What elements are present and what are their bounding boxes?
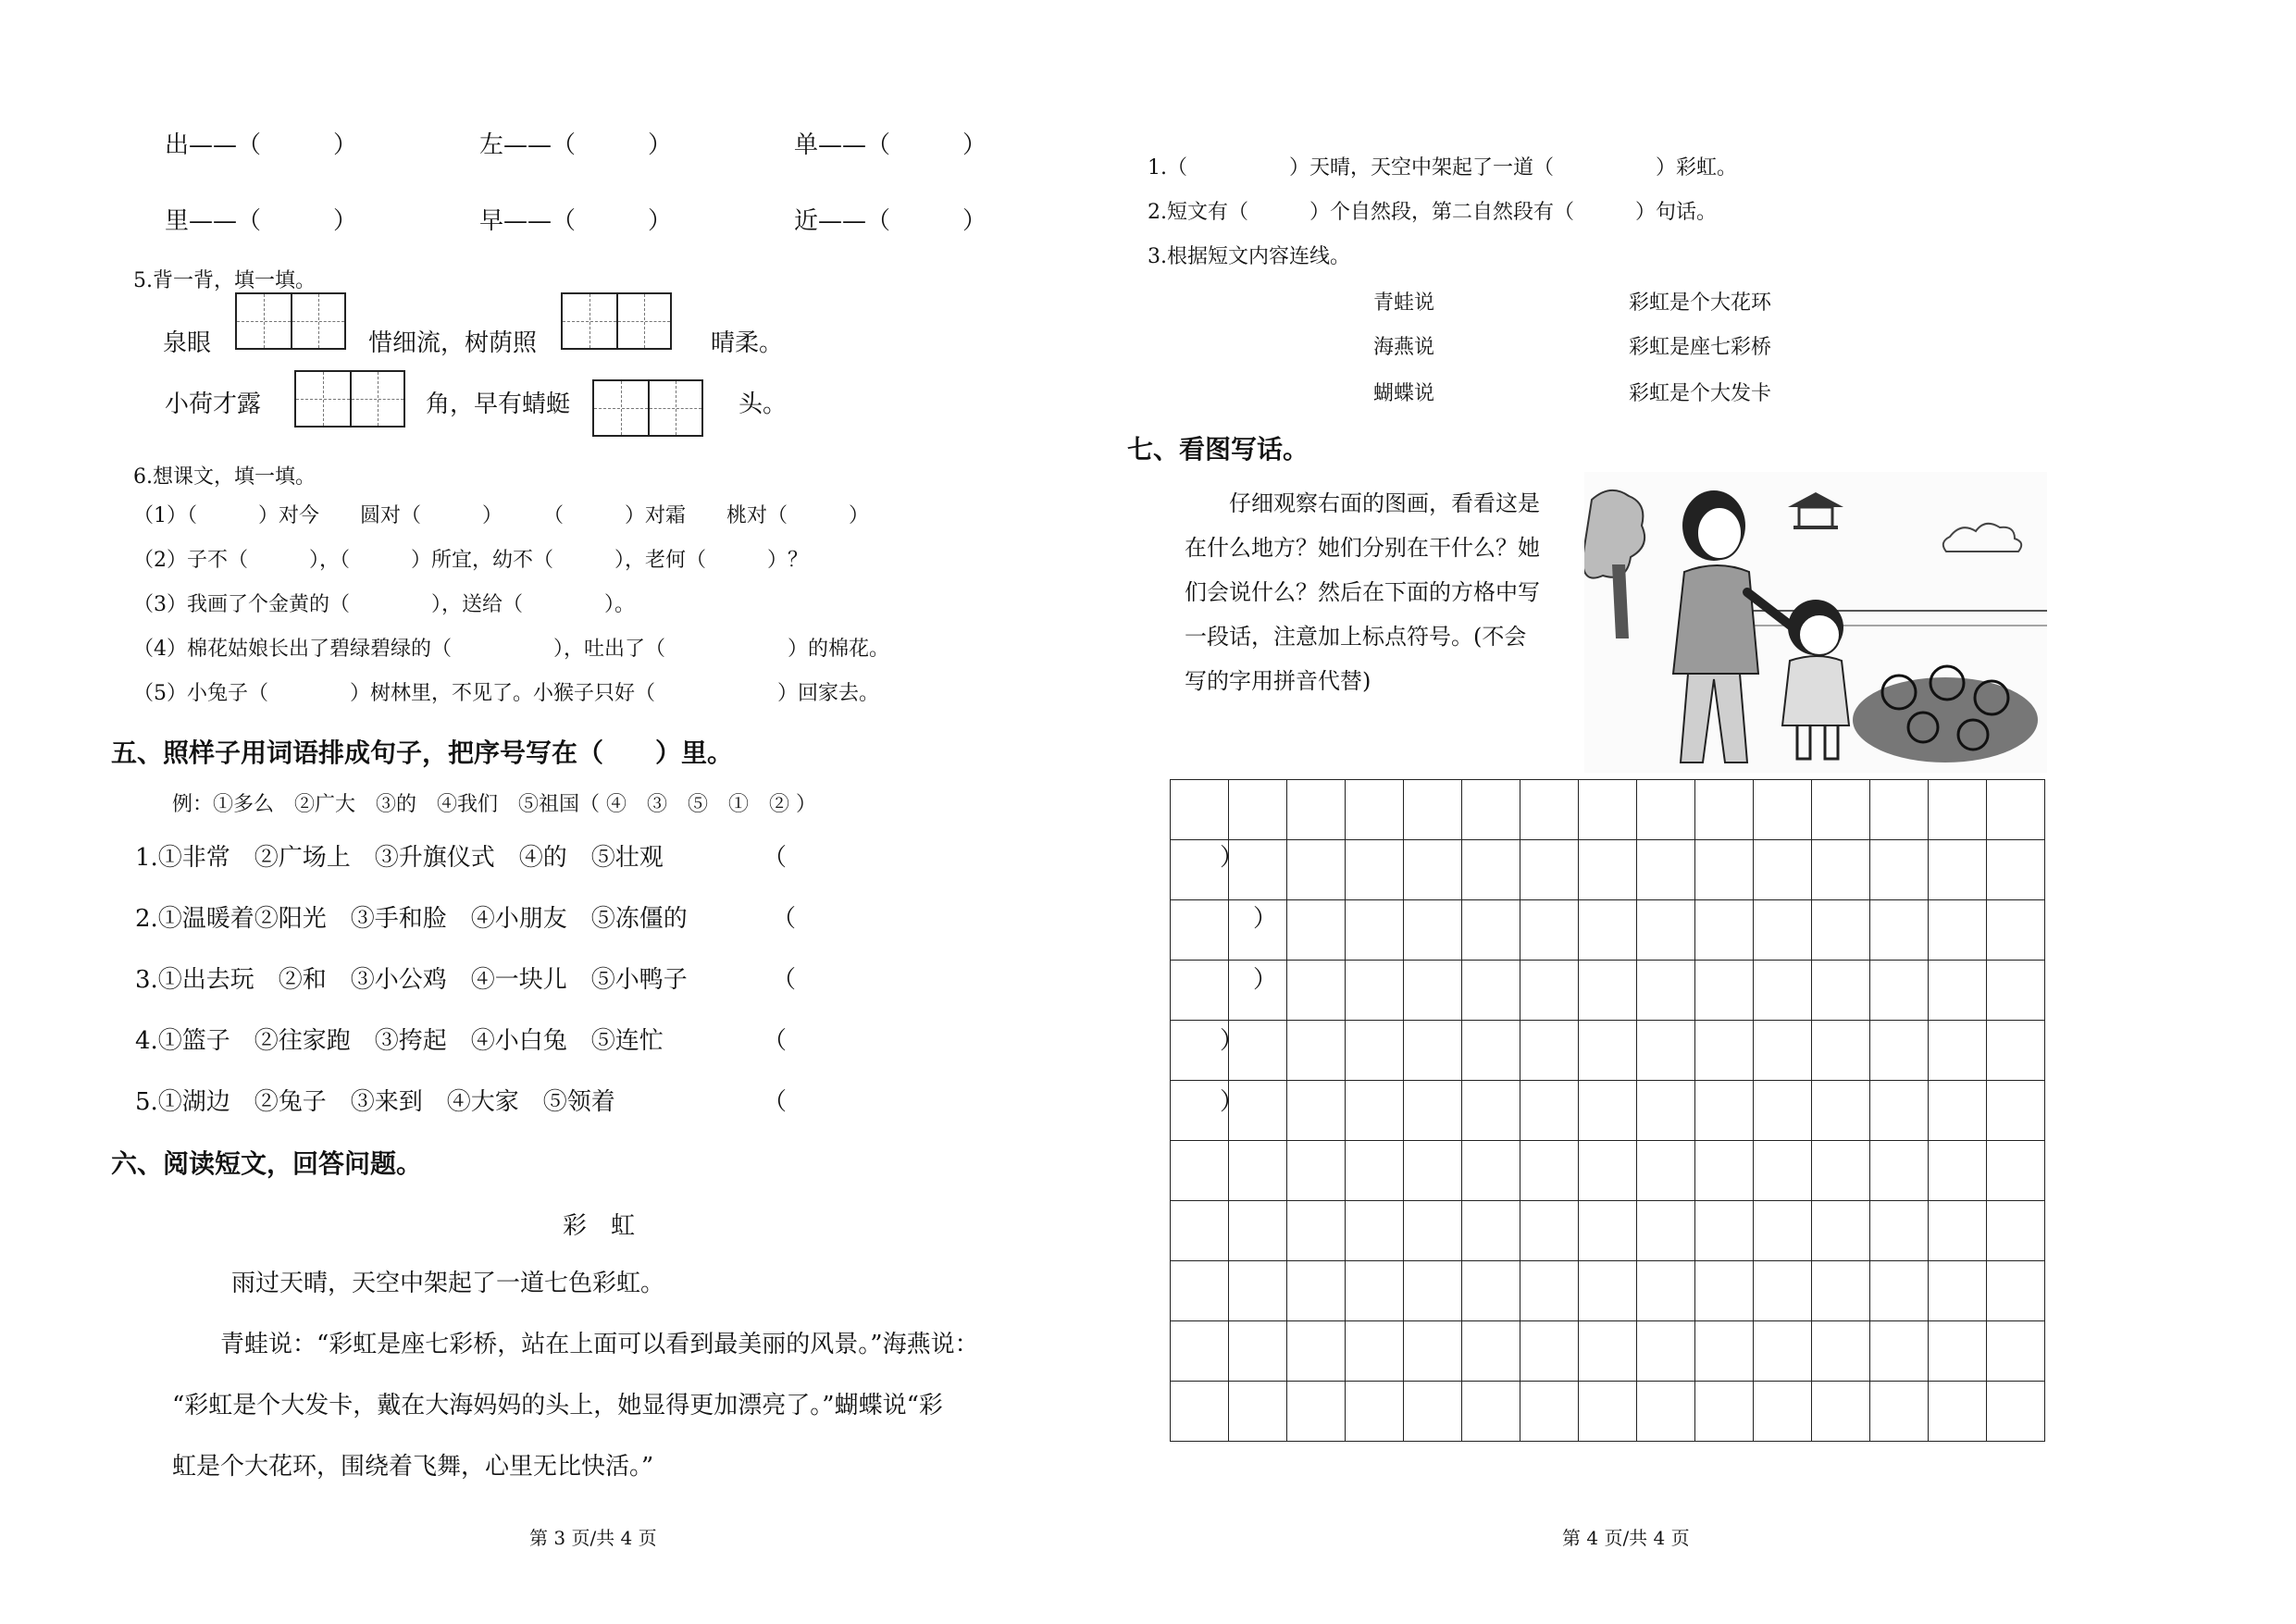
question-5-title: 5.背一背，填一填。 bbox=[133, 269, 316, 292]
grid-cell[interactable] bbox=[1929, 961, 1987, 1021]
grid-cell[interactable] bbox=[1171, 1382, 1229, 1442]
grid-cell[interactable] bbox=[1754, 1081, 1812, 1141]
grid-cell[interactable] bbox=[1929, 1081, 1987, 1141]
grid-cell[interactable] bbox=[1287, 840, 1346, 900]
grid-cell[interactable] bbox=[1812, 1141, 1870, 1201]
grid-cell[interactable] bbox=[1229, 1382, 1287, 1442]
story-paragraph: 虹是个大花环，围绕着飞舞，心里无比快活。” bbox=[172, 1453, 654, 1481]
grid-cell[interactable] bbox=[1171, 1021, 1229, 1081]
grid-cell[interactable] bbox=[1987, 1201, 2045, 1261]
antonym-item: 出——（ ） bbox=[165, 131, 358, 159]
grid-cell[interactable] bbox=[1987, 1081, 2045, 1141]
grid-cell[interactable] bbox=[1812, 1261, 1870, 1321]
grid-cell[interactable] bbox=[1171, 1141, 1229, 1201]
tianzige-cell[interactable] bbox=[563, 294, 616, 348]
grid-cell[interactable] bbox=[1987, 900, 2045, 961]
fill-line: （4）棉花姑娘长出了碧绿碧绿的（ ），吐出了（ ）的棉花。 bbox=[133, 638, 889, 661]
grid-cell[interactable] bbox=[1520, 840, 1579, 900]
grid-cell[interactable] bbox=[1346, 840, 1404, 900]
grid-cell[interactable] bbox=[1520, 1021, 1579, 1081]
mother-daughter-illustration bbox=[1584, 472, 2047, 773]
grid-cell[interactable] bbox=[1695, 1081, 1754, 1141]
grid-cell[interactable] bbox=[1812, 1321, 1870, 1382]
grid-cell[interactable] bbox=[1695, 780, 1754, 840]
grid-cell[interactable] bbox=[1870, 900, 1929, 961]
antonym-item: 早——（ ） bbox=[479, 207, 673, 235]
grid-cell[interactable] bbox=[1754, 840, 1812, 900]
match-right-item[interactable]: 彩虹是座七彩桥 bbox=[1629, 336, 1772, 359]
grid-row bbox=[1171, 900, 2045, 961]
grid-row bbox=[1171, 780, 2045, 840]
grid-cell[interactable] bbox=[1404, 1261, 1462, 1321]
grid-cell[interactable] bbox=[1870, 1321, 1929, 1382]
grid-cell[interactable] bbox=[1404, 840, 1462, 900]
section-7-heading: 七、看图写话。 bbox=[1127, 434, 1309, 465]
match-left-item[interactable]: 蝴蝶说 bbox=[1373, 382, 1435, 405]
grid-cell[interactable] bbox=[1229, 1201, 1287, 1261]
grid-cell[interactable] bbox=[1229, 1141, 1287, 1201]
section-5-example: 例：①多么 ②广大 ③的 ④我们 ⑤祖国（ ④ ③ ⑤ ① ② ） bbox=[172, 793, 816, 816]
grid-cell[interactable] bbox=[1754, 961, 1812, 1021]
poem-line1-c: 晴柔。 bbox=[711, 329, 784, 357]
question-line: 3.根据短文内容连线。 bbox=[1148, 245, 1350, 268]
tianzige-cell[interactable] bbox=[648, 381, 701, 435]
page-footer: 第 4 页/共 4 页 bbox=[1562, 1527, 1690, 1549]
grid-cell[interactable] bbox=[1462, 1021, 1520, 1081]
tianzige-box[interactable] bbox=[235, 292, 346, 350]
grid-cell[interactable] bbox=[1229, 1321, 1287, 1382]
grid-cell[interactable] bbox=[1754, 1021, 1812, 1081]
grid-cell[interactable] bbox=[1579, 840, 1637, 900]
grid-row bbox=[1171, 1261, 2045, 1321]
grid-cell[interactable] bbox=[1579, 1321, 1637, 1382]
grid-cell[interactable] bbox=[1579, 780, 1637, 840]
grid-cell[interactable] bbox=[1987, 1382, 2045, 1442]
grid-cell[interactable] bbox=[1287, 961, 1346, 1021]
grid-cell[interactable] bbox=[1462, 1081, 1520, 1141]
grid-cell[interactable] bbox=[1637, 840, 1695, 900]
antonym-item: 里——（ ） bbox=[165, 207, 358, 235]
grid-cell[interactable] bbox=[1171, 780, 1229, 840]
tianzige-cell[interactable] bbox=[237, 294, 291, 348]
grid-row bbox=[1171, 1382, 2045, 1442]
grid-cell[interactable] bbox=[1987, 1261, 2045, 1321]
grid-cell[interactable] bbox=[1229, 1081, 1287, 1141]
grid-row bbox=[1171, 840, 2045, 900]
grid-cell[interactable] bbox=[1287, 1382, 1346, 1442]
grid-cell[interactable] bbox=[1520, 1201, 1579, 1261]
grid-cell[interactable] bbox=[1462, 1201, 1520, 1261]
grid-cell[interactable] bbox=[1520, 1261, 1579, 1321]
grid-cell[interactable] bbox=[1929, 780, 1987, 840]
tianzige-cell[interactable] bbox=[350, 372, 403, 426]
fill-line: （1）（ ）对今 圆对（ ） （ ）对霜 桃对（ ） bbox=[133, 504, 869, 527]
grid-cell[interactable] bbox=[1754, 900, 1812, 961]
grid-cell[interactable] bbox=[1171, 1081, 1229, 1141]
tianzige-box[interactable] bbox=[561, 292, 672, 350]
question-6-title: 6.想课文，填一填。 bbox=[133, 465, 316, 489]
grid-cell[interactable] bbox=[1404, 1021, 1462, 1081]
writing-grid[interactable] bbox=[1170, 779, 2045, 1442]
grid-cell[interactable] bbox=[1404, 780, 1462, 840]
grid-cell[interactable] bbox=[1929, 1201, 1987, 1261]
match-right-item[interactable]: 彩虹是个大花环 bbox=[1629, 291, 1772, 315]
grid-cell[interactable] bbox=[1520, 1382, 1579, 1442]
fill-line: （5）小兔子（ ）树林里，不见了。小猴子只好（ ）回家去。 bbox=[133, 682, 879, 705]
reorder-item: 3.①出去玩 ②和 ③小公鸡 ④一块儿 ⑤小鸭子 bbox=[135, 966, 688, 994]
grid-cell[interactable] bbox=[1404, 1141, 1462, 1201]
answer-paren[interactable]: （ ） bbox=[772, 905, 1278, 933]
tianzige-box[interactable] bbox=[294, 370, 405, 428]
grid-cell[interactable] bbox=[1579, 1021, 1637, 1081]
grid-cell[interactable] bbox=[1812, 1382, 1870, 1442]
grid-cell[interactable] bbox=[1637, 1261, 1695, 1321]
grid-cell[interactable] bbox=[1637, 1201, 1695, 1261]
writing-prompt-line: 一段话，注意加上标点符号。(不会 bbox=[1185, 624, 1527, 650]
grid-cell[interactable] bbox=[1404, 1321, 1462, 1382]
grid-cell[interactable] bbox=[1346, 1321, 1404, 1382]
grid-cell[interactable] bbox=[1579, 961, 1637, 1021]
grid-cell[interactable] bbox=[1870, 1021, 1929, 1081]
grid-cell[interactable] bbox=[1637, 1141, 1695, 1201]
question-line: 1.（ ）天晴，天空中架起了一道（ ）彩虹。 bbox=[1148, 156, 1737, 180]
grid-cell[interactable] bbox=[1404, 1382, 1462, 1442]
tianzige-cell[interactable] bbox=[296, 372, 350, 426]
tianzige-cell[interactable] bbox=[594, 381, 648, 435]
grid-cell[interactable] bbox=[1287, 900, 1346, 961]
answer-paren[interactable]: （ ） bbox=[772, 966, 1278, 994]
grid-cell[interactable] bbox=[1929, 1321, 1987, 1382]
grid-cell[interactable] bbox=[1462, 961, 1520, 1021]
grid-cell[interactable] bbox=[1637, 1321, 1695, 1382]
grid-cell[interactable] bbox=[1229, 1261, 1287, 1321]
grid-cell[interactable] bbox=[1462, 780, 1520, 840]
grid-cell[interactable] bbox=[1987, 1321, 2045, 1382]
grid-cell[interactable] bbox=[1870, 840, 1929, 900]
match-left-item[interactable]: 海燕说 bbox=[1373, 336, 1435, 359]
poem-line2-c: 头。 bbox=[738, 391, 788, 418]
grid-cell[interactable] bbox=[1812, 780, 1870, 840]
writing-prompt-line: 写的字用拼音代替) bbox=[1185, 668, 1371, 694]
grid-cell[interactable] bbox=[1171, 1321, 1229, 1382]
writing-prompt-line: 在什么地方？她们分别在干什么？她 bbox=[1185, 535, 1540, 561]
answer-paren[interactable]: （ ） bbox=[763, 1088, 1245, 1116]
grid-cell[interactable] bbox=[1579, 1201, 1637, 1261]
grid-row bbox=[1171, 1021, 2045, 1081]
grid-cell[interactable] bbox=[1987, 840, 2045, 900]
grid-row bbox=[1171, 1321, 2045, 1382]
grid-cell[interactable] bbox=[1579, 1261, 1637, 1321]
grid-cell[interactable] bbox=[1870, 1201, 1929, 1261]
poem-line1-a: 泉眼 bbox=[163, 329, 212, 357]
grid-cell[interactable] bbox=[1229, 840, 1287, 900]
story-title: 彩 虹 bbox=[563, 1212, 636, 1240]
grid-cell[interactable] bbox=[1812, 1081, 1870, 1141]
grid-cell[interactable] bbox=[1346, 1141, 1404, 1201]
grid-cell[interactable] bbox=[1171, 900, 1229, 961]
answer-paren[interactable]: （ ） bbox=[763, 844, 1245, 872]
antonym-item: 左——（ ） bbox=[479, 131, 673, 159]
writing-prompt-line: 们会说什么？然后在下面的方格中写 bbox=[1185, 579, 1540, 605]
grid-cell[interactable] bbox=[1870, 780, 1929, 840]
grid-cell[interactable] bbox=[1287, 1201, 1346, 1261]
grid-cell[interactable] bbox=[1404, 900, 1462, 961]
fill-line: （2）子不（ ），（ ）所宜，幼不（ ），老何（ ）？ bbox=[133, 549, 808, 572]
grid-cell[interactable] bbox=[1812, 1201, 1870, 1261]
poem-line1-b: 惜细流，树荫照 bbox=[368, 329, 538, 357]
grid-cell[interactable] bbox=[1579, 900, 1637, 961]
grid-cell[interactable] bbox=[1287, 780, 1346, 840]
grid-cell[interactable] bbox=[1929, 1141, 1987, 1201]
grid-cell[interactable] bbox=[1695, 1382, 1754, 1442]
grid-cell[interactable] bbox=[1171, 1261, 1229, 1321]
grid-cell[interactable] bbox=[1695, 1201, 1754, 1261]
grid-cell[interactable] bbox=[1754, 1201, 1812, 1261]
grid-cell[interactable] bbox=[1637, 900, 1695, 961]
writing-prompt-line: 仔细观察右面的图画，看看这是 bbox=[1229, 490, 1540, 516]
grid-cell[interactable] bbox=[1812, 961, 1870, 1021]
grid-cell[interactable] bbox=[1637, 1081, 1695, 1141]
grid-cell[interactable] bbox=[1987, 1021, 2045, 1081]
grid-cell[interactable] bbox=[1695, 1021, 1754, 1081]
grid-cell[interactable] bbox=[1870, 1081, 1929, 1141]
grid-cell[interactable] bbox=[1870, 1382, 1929, 1442]
grid-cell[interactable] bbox=[1520, 900, 1579, 961]
grid-cell[interactable] bbox=[1579, 1141, 1637, 1201]
section-5-heading: 五、照样子用词语排成句子，把序号写在（ ）里。 bbox=[111, 738, 734, 768]
grid-cell[interactable] bbox=[1637, 961, 1695, 1021]
page-footer: 第 3 页/共 4 页 bbox=[529, 1527, 657, 1549]
grid-cell[interactable] bbox=[1520, 780, 1579, 840]
grid-cell[interactable] bbox=[1462, 900, 1520, 961]
grid-cell[interactable] bbox=[1287, 1081, 1346, 1141]
grid-cell[interactable] bbox=[1695, 1141, 1754, 1201]
grid-cell[interactable] bbox=[1987, 961, 2045, 1021]
grid-cell[interactable] bbox=[1404, 961, 1462, 1021]
grid-cell[interactable] bbox=[1754, 1261, 1812, 1321]
grid-cell[interactable] bbox=[1929, 1382, 1987, 1442]
grid-cell[interactable] bbox=[1346, 1021, 1404, 1081]
grid-cell[interactable] bbox=[1229, 1021, 1287, 1081]
reorder-item: 5.①湖边 ②兔子 ③来到 ④大家 ⑤领着 bbox=[135, 1088, 615, 1116]
grid-cell[interactable] bbox=[1754, 1141, 1812, 1201]
grid-cell[interactable] bbox=[1346, 1382, 1404, 1442]
grid-cell[interactable] bbox=[1929, 840, 1987, 900]
grid-cell[interactable] bbox=[1229, 900, 1287, 961]
grid-cell[interactable] bbox=[1462, 1382, 1520, 1442]
grid-row bbox=[1171, 961, 2045, 1021]
story-paragraph: 雨过天晴，天空中架起了一道七色彩虹。 bbox=[231, 1270, 665, 1297]
grid-cell[interactable] bbox=[1870, 1261, 1929, 1321]
grid-cell[interactable] bbox=[1462, 840, 1520, 900]
reorder-item: 1.①非常 ②广场上 ③升旗仪式 ④的 ⑤壮观 bbox=[135, 844, 664, 872]
grid-cell[interactable] bbox=[1637, 1021, 1695, 1081]
grid-cell[interactable] bbox=[1637, 780, 1695, 840]
grid-cell[interactable] bbox=[1346, 780, 1404, 840]
grid-cell[interactable] bbox=[1812, 1021, 1870, 1081]
grid-cell[interactable] bbox=[1462, 1321, 1520, 1382]
grid-cell[interactable] bbox=[1812, 840, 1870, 900]
story-paragraph: “彩虹是个大发卡，戴在大海妈妈的头上，她显得更加漂亮了。”蝴蝶说“彩 bbox=[172, 1392, 943, 1419]
match-right-item[interactable]: 彩虹是个大发卡 bbox=[1629, 382, 1772, 405]
grid-cell[interactable] bbox=[1812, 900, 1870, 961]
grid-cell[interactable] bbox=[1229, 780, 1287, 840]
tianzige-cell[interactable] bbox=[616, 294, 670, 348]
grid-cell[interactable] bbox=[1462, 1141, 1520, 1201]
grid-cell[interactable] bbox=[1229, 961, 1287, 1021]
grid-cell[interactable] bbox=[1346, 900, 1404, 961]
grid-cell[interactable] bbox=[1754, 1382, 1812, 1442]
poem-line2-b: 角，早有蜻蜓 bbox=[426, 391, 571, 418]
match-left-item[interactable]: 青蛙说 bbox=[1373, 291, 1435, 315]
grid-cell[interactable] bbox=[1579, 1382, 1637, 1442]
grid-cell[interactable] bbox=[1987, 1141, 2045, 1201]
grid-cell[interactable] bbox=[1346, 1201, 1404, 1261]
grid-cell[interactable] bbox=[1695, 840, 1754, 900]
story-paragraph: 青蛙说：“彩虹是座七彩桥，站在上面可以看到最美丽的风景。”海燕说： bbox=[220, 1331, 979, 1358]
grid-cell[interactable] bbox=[1695, 961, 1754, 1021]
question-line: 2.短文有（ ）个自然段，第二自然段有（ ）句话。 bbox=[1148, 201, 1717, 224]
grid-cell[interactable] bbox=[1404, 1201, 1462, 1261]
grid-row bbox=[1171, 1141, 2045, 1201]
grid-cell[interactable] bbox=[1695, 1321, 1754, 1382]
grid-cell[interactable] bbox=[1754, 780, 1812, 840]
reorder-item: 4.①篮子 ②往家跑 ③挎起 ④小白兔 ⑤连忙 bbox=[135, 1027, 664, 1055]
answer-paren[interactable]: （ ） bbox=[763, 1027, 1245, 1055]
grid-cell[interactable] bbox=[1754, 1321, 1812, 1382]
grid-cell[interactable] bbox=[1870, 961, 1929, 1021]
grid-row bbox=[1171, 1081, 2045, 1141]
grid-cell[interactable] bbox=[1695, 1261, 1754, 1321]
grid-cell[interactable] bbox=[1987, 780, 2045, 840]
poem-line2-a: 小荷才露 bbox=[165, 391, 262, 418]
grid-cell[interactable] bbox=[1346, 1081, 1404, 1141]
grid-cell[interactable] bbox=[1579, 1081, 1637, 1141]
antonym-item: 近——（ ） bbox=[794, 207, 987, 235]
grid-cell[interactable] bbox=[1287, 1021, 1346, 1081]
fill-line: （3）我画了个金黄的（ ），送给（ ）。 bbox=[133, 593, 635, 616]
grid-cell[interactable] bbox=[1520, 1141, 1579, 1201]
grid-cell[interactable] bbox=[1695, 900, 1754, 961]
grid-cell[interactable] bbox=[1346, 961, 1404, 1021]
grid-cell[interactable] bbox=[1287, 1261, 1346, 1321]
grid-cell[interactable] bbox=[1404, 1081, 1462, 1141]
grid-cell[interactable] bbox=[1171, 1201, 1229, 1261]
grid-cell[interactable] bbox=[1462, 1261, 1520, 1321]
grid-cell[interactable] bbox=[1171, 961, 1229, 1021]
grid-cell[interactable] bbox=[1520, 1321, 1579, 1382]
tianzige-box[interactable] bbox=[592, 379, 703, 437]
tianzige-cell[interactable] bbox=[291, 294, 344, 348]
grid-cell[interactable] bbox=[1520, 1081, 1579, 1141]
grid-cell[interactable] bbox=[1929, 900, 1987, 961]
section-6-heading: 六、阅读短文，回答问题。 bbox=[111, 1148, 423, 1179]
grid-cell[interactable] bbox=[1637, 1382, 1695, 1442]
grid-cell[interactable] bbox=[1929, 1261, 1987, 1321]
grid-cell[interactable] bbox=[1287, 1141, 1346, 1201]
grid-cell[interactable] bbox=[1171, 840, 1229, 900]
antonym-item: 单——（ ） bbox=[794, 131, 987, 159]
grid-cell[interactable] bbox=[1870, 1141, 1929, 1201]
grid-cell[interactable] bbox=[1346, 1261, 1404, 1321]
grid-cell[interactable] bbox=[1929, 1021, 1987, 1081]
grid-cell[interactable] bbox=[1287, 1321, 1346, 1382]
grid-row bbox=[1171, 1201, 2045, 1261]
grid-cell[interactable] bbox=[1520, 961, 1579, 1021]
reorder-item: 2.①温暖着②阳光 ③手和脸 ④小朋友 ⑤冻僵的 bbox=[135, 905, 688, 933]
